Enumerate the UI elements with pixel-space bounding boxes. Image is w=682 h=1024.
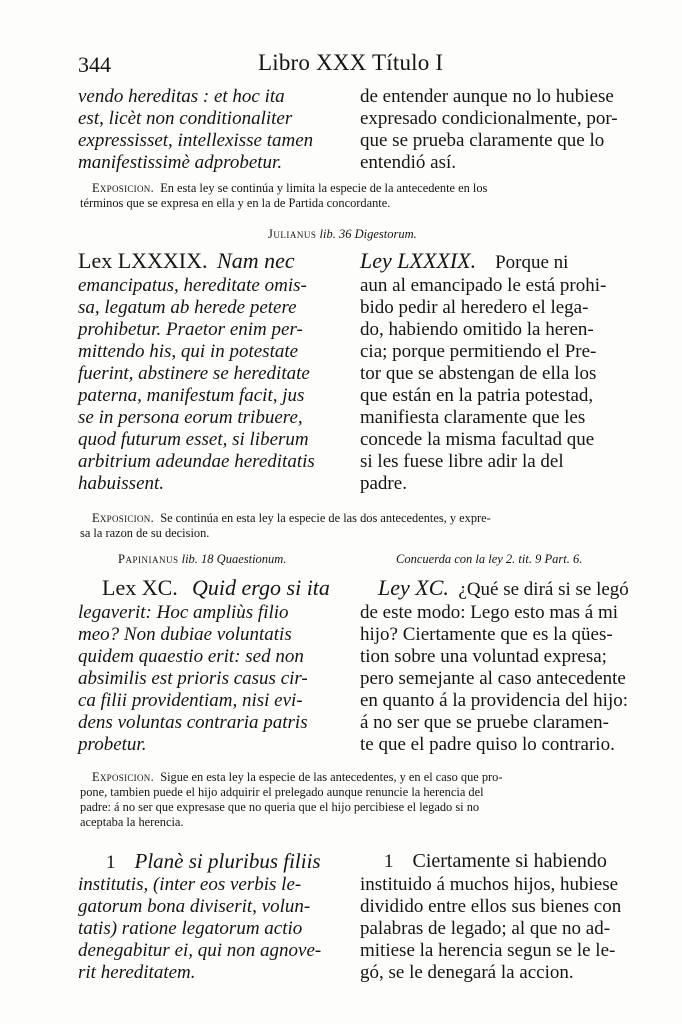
exposicion-1 [80, 181, 620, 211]
latin-line: emancipatus, hereditate omis- [78, 275, 307, 296]
latin-line: absimilis est prioris casus cir- [78, 668, 308, 689]
source-citation-2 [268, 227, 417, 242]
block4-latin [78, 848, 321, 984]
latin-line: rit hereditatem. [78, 962, 196, 983]
latin-line: arbitrium adeundae hereditatis [78, 451, 315, 472]
paragraph-head: Ciertamente si habiendo [412, 850, 607, 872]
spanish-line: tion sobre una voluntad expresa; [360, 646, 607, 667]
spanish-line: expresado condicionalmente, por- [360, 108, 618, 129]
spanish-line: bido pedir al heredero el lega- [360, 297, 589, 318]
block3-latin [78, 574, 330, 756]
source-ref: lib. 36 Digestorum. [319, 227, 417, 241]
latin-line: quod futurum esset, si liberum [78, 429, 309, 450]
block1-spanish [360, 86, 618, 174]
latin-line: prohibetur. Praetor enim per- [78, 319, 303, 340]
spanish-line: tor que se abstengan de ella los [360, 363, 597, 384]
spanish-line: si les fuese libre adir la del [360, 451, 564, 472]
lex-heading: Lex LXXXIX. [78, 248, 208, 273]
spanish-line: cia; porque permitiendo el Pre- [360, 341, 597, 362]
lex-heading: Lex XC. [102, 575, 178, 600]
latin-line: legaverit: Hoc ampliùs filio [78, 602, 289, 623]
spanish-line: te que el padre quiso lo contrario. [360, 734, 615, 755]
concordance-ref: Concuerda con la ley 2. tit. 9 Part. 6. [396, 552, 583, 566]
spanish-line: entendió así. [360, 152, 457, 173]
exposicion-label: Exposicion. [92, 770, 154, 784]
latin-line: institutis, (inter eos verbis le- [78, 874, 302, 895]
exposicion-line: padre: á no ser que expresase que no queria que el hijo percibiese el legado si no [80, 800, 480, 814]
latin-line: denegabitur ei, qui non agnove- [78, 940, 322, 961]
latin-line: quidem quaestio erit: sed non [78, 646, 304, 667]
spanish-line: do, habiendo omitido la heren- [360, 319, 594, 340]
spanish-line: manifiesta claramente que les [360, 407, 586, 428]
spanish-line: aun al emancipado le está prohi- [360, 275, 607, 296]
spanish-line: hijo? Ciertamente que es la qües- [360, 624, 613, 645]
latin-line: mittendo his, qui in potestate [78, 341, 299, 362]
spanish-line: de entender aunque no lo hubiese [360, 86, 614, 107]
exposicion-line: Sigue en esta ley la especie de las antecedentes, y en el caso que pro- [160, 770, 503, 784]
paragraph-number: 1 [384, 851, 394, 872]
spanish-line: palabras de legado; al que no ad- [360, 918, 611, 939]
source-citation-3 [118, 552, 286, 567]
latin-line: ca filii providentiam, nisi evi- [78, 690, 303, 711]
spanish-line: concede la misma facultad que [360, 429, 595, 450]
block4-spanish [360, 848, 621, 984]
source-author: Julianus [268, 227, 317, 241]
spanish-line: dividido entre ellos sus bienes con [360, 896, 622, 917]
lex-heading-rest: Quid ergo si ita [192, 575, 330, 600]
spanish-line: que están en la patria potestad, [360, 385, 594, 406]
spanish-line: de este modo: Lego esto mas á mi [360, 602, 619, 623]
ley-heading: Ley XC. [378, 575, 449, 600]
spanish-line: que se prueba claramente que lo [360, 130, 605, 151]
latin-line: fuerint, abstinere se hereditate [78, 363, 310, 384]
exposicion-3 [80, 770, 620, 830]
block1-latin [78, 86, 313, 174]
exposicion-2 [80, 511, 620, 541]
latin-line: tatis) ratione legatorum actio [78, 918, 303, 939]
exposicion-label: Exposicion. [92, 181, 154, 195]
paragraph-head: Planè si pluribus filiis [134, 849, 321, 873]
page-number: 344 [78, 52, 111, 77]
exposicion-line: sa la razon de su decision. [80, 526, 210, 540]
latin-line: meo? Non dubiae voluntatis [78, 624, 292, 645]
block2-latin [78, 247, 315, 495]
running-title: Libro XXX Título I [258, 50, 444, 75]
latin-line: sa, legatum ab herede petere [78, 297, 297, 318]
spanish-line: instituido á muchos hijos, hubiese [360, 874, 619, 895]
spanish-line: á no ser que se pruebe claramen- [360, 712, 609, 733]
source-ref: lib. 18 Quaestionum. [181, 552, 287, 566]
block2-spanish [360, 247, 606, 495]
ley-heading-rest: Porque ni [495, 252, 569, 273]
latin-line: dens voluntas contraria patris [78, 712, 308, 733]
exposicion-line: aceptaba la herencia. [80, 815, 184, 829]
latin-line: habuissent. [78, 473, 165, 494]
spanish-line: padre. [360, 473, 407, 494]
spanish-line: gó, se le denegará la accion. [360, 962, 574, 983]
exposicion-line: términos que se expresa en ella y en la de Partida concordante. [80, 196, 391, 210]
latin-line: paterna, manifestum facit, jus [78, 385, 305, 406]
latin-line: probetur. [78, 734, 147, 755]
spanish-line: mitiese la herencia segun se le le- [360, 940, 616, 961]
concordance-citation [396, 552, 582, 567]
exposicion-line: En esta ley se continúa y limita la especie de la antecedente en los [160, 181, 488, 195]
exposicion-line: pone, tambien puede el hijo adquirir el prelegado aunque renuncie la herencia del [80, 785, 484, 799]
spanish-line: en quanto á la providencia del hijo: [360, 690, 629, 711]
ley-heading-rest: ¿Qué se dirá si se legó [458, 579, 629, 600]
spanish-line: pero semejante al caso antecedente [360, 668, 626, 689]
block3-spanish [360, 574, 629, 756]
latin-line: vendo hereditas : et hoc ita [78, 86, 285, 107]
exposicion-line: Se continúa en esta ley la especie de las dos antecedentes, y expre- [160, 511, 491, 525]
latin-line: gatorum bona diviserit, volun- [78, 896, 311, 917]
exposicion-label: Exposicion. [92, 511, 154, 525]
latin-line: se in persona eorum tribuere, [78, 407, 303, 428]
ley-heading: Ley LXXXIX. [360, 248, 477, 273]
source-author: Papinianus [118, 552, 179, 566]
paragraph-number: 1 [106, 852, 116, 873]
latin-line: manifestissimè adprobetur. [78, 152, 283, 173]
latin-line: expressisset, intellexisse tamen [78, 130, 314, 151]
latin-line: est, licèt non conditionaliter [78, 108, 293, 129]
lex-heading-rest: Nam nec [217, 248, 295, 273]
